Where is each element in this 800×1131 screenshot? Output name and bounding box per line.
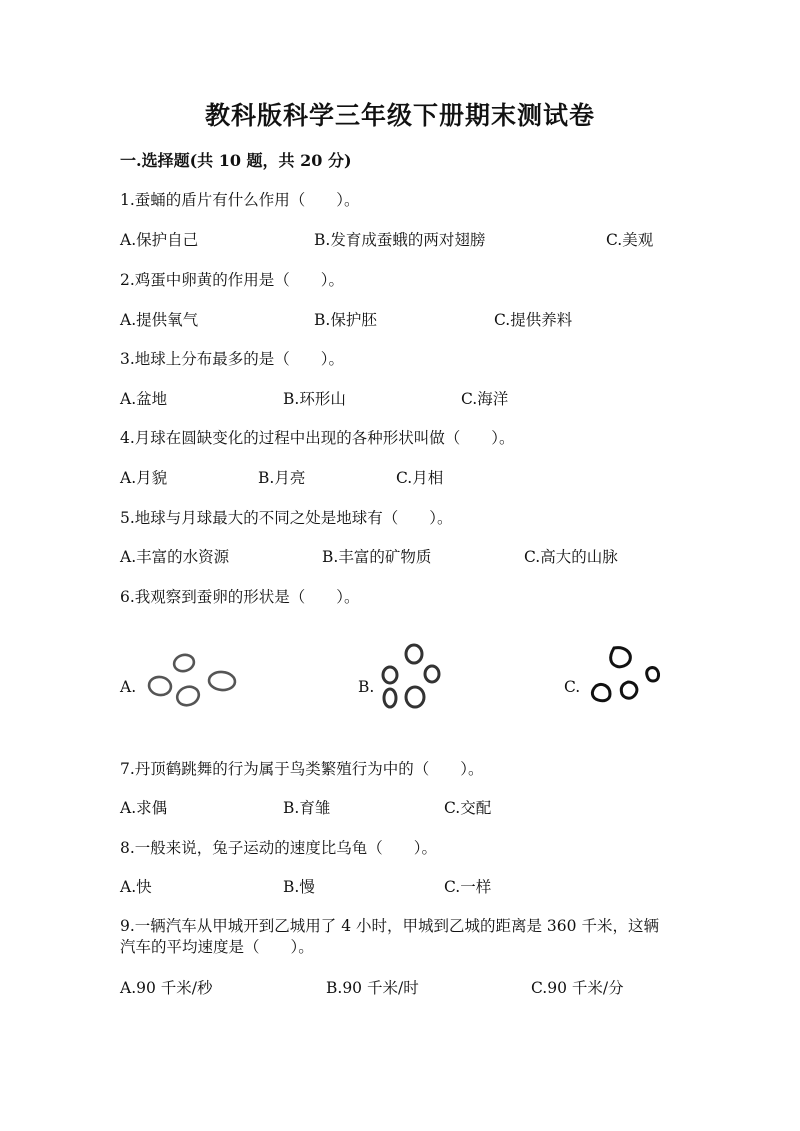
page-title: 教科版科学三年级下册期末测试卷 [204,101,595,130]
silkworm-eggs-image-a [140,640,260,740]
q3-option-b[interactable]: B.环形山 [283,390,346,408]
q7-option-a[interactable]: A.求偶 [120,799,168,817]
q1-option-c[interactable]: C.美观 [606,231,654,249]
q2-option-c[interactable]: C.提供养料 [494,311,573,329]
section-heading: 一.选择题(共 10 题，共 20 分) [120,151,352,170]
q2-option-b[interactable]: B.保护胚 [314,311,377,329]
question-3: 3.地球上分布最多的是（ ）。 [120,350,345,368]
q7-option-b[interactable]: B.育雏 [283,799,331,817]
q4-option-a[interactable]: A.月貌 [120,469,168,487]
q5-option-b[interactable]: B.丰富的矿物质 [322,548,432,566]
q6-option-b[interactable]: B. [358,678,375,696]
question-8: 8.一般来说，兔子运动的速度比乌龟（ ）。 [120,839,438,857]
q4-option-b[interactable]: B.月亮 [258,469,306,487]
question-9-line-1: 9.一辆汽车从甲城开到乙城用了 4 小时，甲城到乙城的距离是 360 千米，这辆 [120,917,659,935]
q8-option-a[interactable]: A.快 [120,878,152,896]
q5-option-c[interactable]: C.高大的山脉 [524,548,618,566]
q9-option-c[interactable]: C.90 千米/分 [531,979,624,997]
q9-option-a[interactable]: A.90 千米/秒 [120,979,213,997]
question-2: 2.鸡蛋中卵黄的作用是（ ）。 [120,271,345,289]
silkworm-eggs-image-b [372,640,492,740]
question-7: 7.丹顶鹤跳舞的行为属于鸟类繁殖行为中的（ ）。 [120,760,484,778]
q2-option-a[interactable]: A.提供氧气 [120,311,199,329]
question-5: 5.地球与月球最大的不同之处是地球有（ ）。 [120,509,453,527]
q4-option-c[interactable]: C.月相 [396,469,444,487]
q5-option-a[interactable]: A.丰富的水资源 [120,548,230,566]
q6-option-a[interactable]: A. [120,678,137,696]
q9-option-b[interactable]: B.90 千米/时 [326,979,419,997]
question-1: 1.蚕蛹的盾片有什么作用（ ）。 [120,191,360,209]
q1-option-b[interactable]: B.发育成蚕蛾的两对翅膀 [314,231,486,249]
q8-option-c[interactable]: C.一样 [444,878,492,896]
q1-option-a[interactable]: A.保护自己 [120,231,199,249]
question-9-line-2: 汽车的平均速度是（ ）。 [120,938,314,956]
q8-option-b[interactable]: B.慢 [283,878,315,896]
q3-option-c[interactable]: C.海洋 [461,390,509,408]
question-4: 4.月球在圆缺变化的过程中出现的各种形状叫做（ ）。 [120,429,515,447]
q7-option-c[interactable]: C.交配 [444,799,492,817]
q3-option-a[interactable]: A.盆地 [120,390,168,408]
question-6: 6.我观察到蚕卵的形状是（ ）。 [120,588,360,606]
q6-option-c[interactable]: C. [564,678,581,696]
silkworm-eggs-image-c [584,640,704,740]
